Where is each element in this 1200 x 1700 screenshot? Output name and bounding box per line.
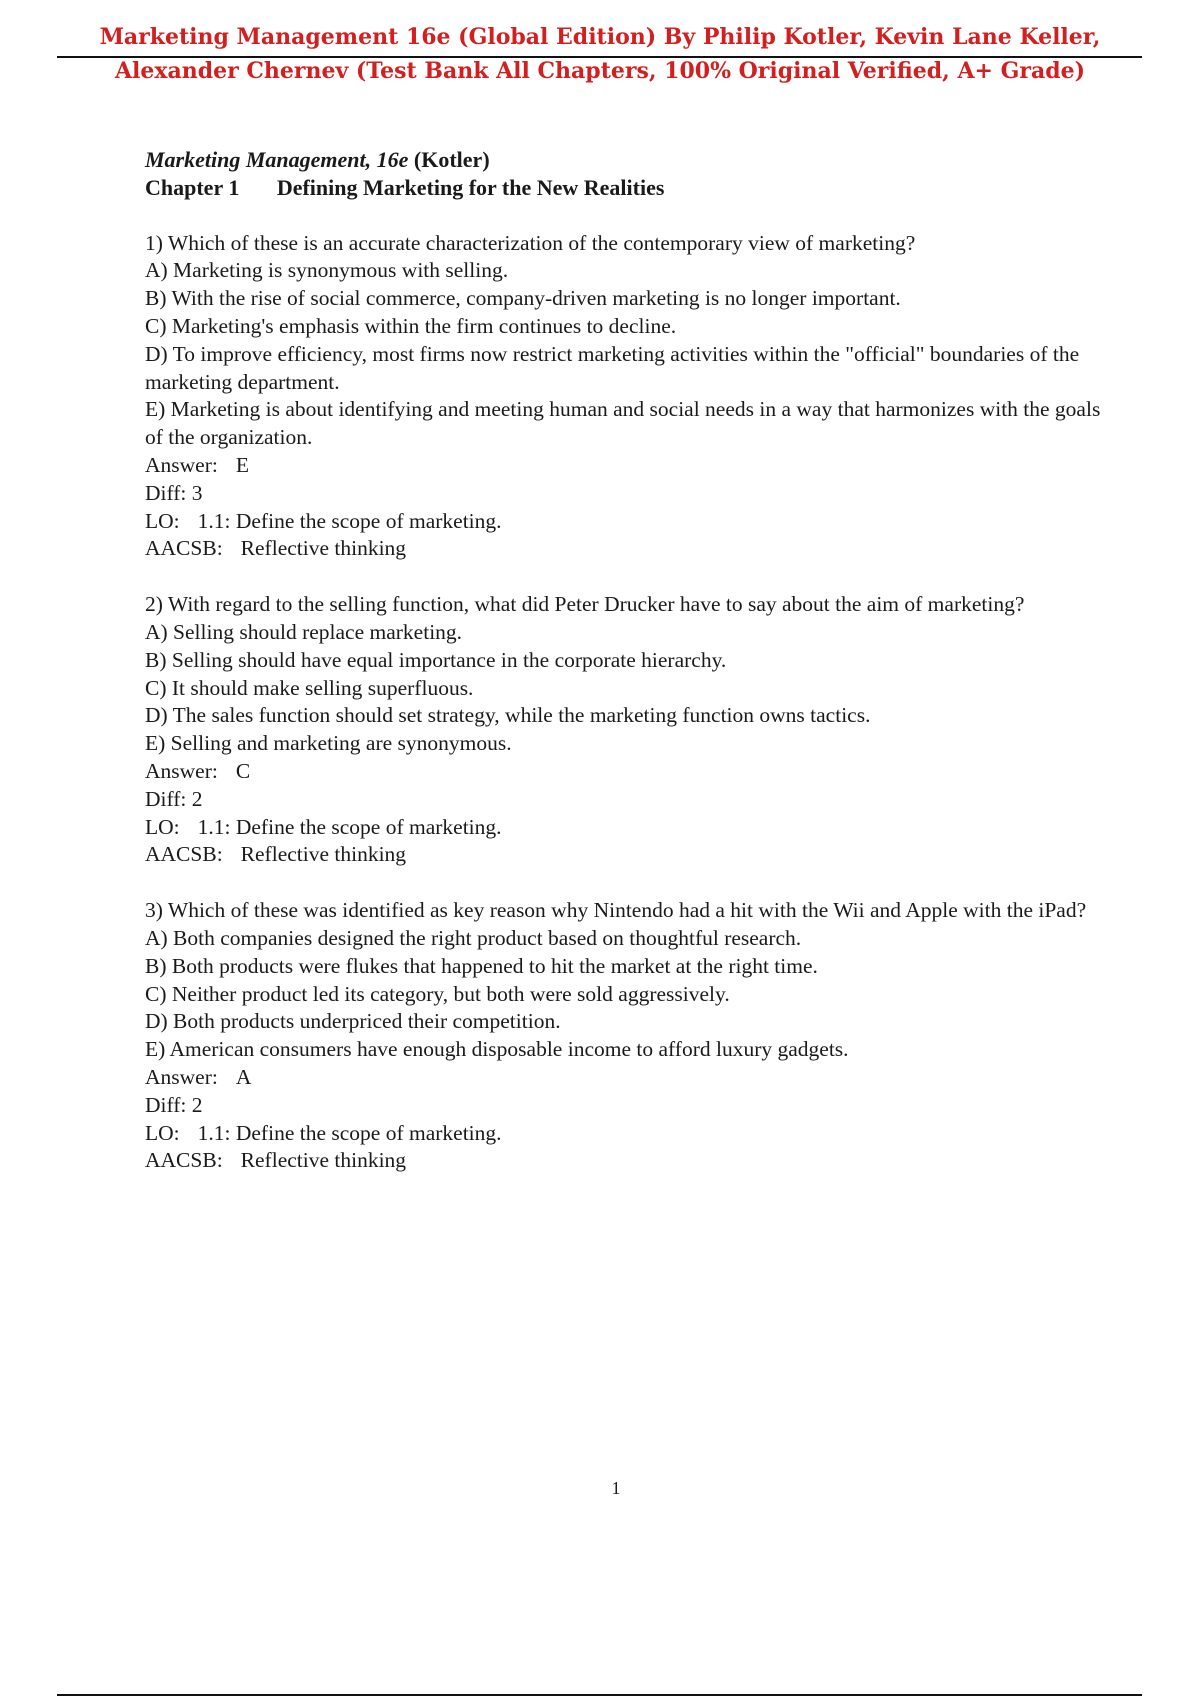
- question-item: [145, 230, 1105, 564]
- difficulty: Diff: 2: [145, 1092, 203, 1117]
- answer-option: A) Selling should replace marketing.: [145, 619, 463, 644]
- answer-option: E) American consumers have enough disposable income to afford luxury gadgets.: [145, 1037, 849, 1062]
- answer-option: A) Both companies designed the right product based on thoughtful research.: [145, 925, 802, 950]
- aacsb-value: Reflective thinking: [240, 1148, 407, 1173]
- answer-option: D) To improve efficiency, most firms now restrict marketing activities within the "official" boundaries of the marketing department.: [145, 341, 1080, 394]
- header-divider: [57, 56, 1142, 58]
- answer-label: Answer:: [145, 452, 218, 477]
- book-name: Marketing Management, 16e: [145, 147, 409, 172]
- lo-value: 1.1: Define the scope of marketing.: [197, 814, 502, 839]
- chapter-title: Defining Marketing for the New Realities: [276, 174, 665, 200]
- answer-value: A: [235, 1064, 252, 1089]
- lo-label: LO:: [145, 1120, 180, 1145]
- answer-option: B) Both products were flukes that happened to hit the market at the right time.: [145, 953, 818, 978]
- book-title: [145, 146, 1105, 174]
- learning-objective: [145, 1120, 1105, 1148]
- lo-value: 1.1: Define the scope of marketing.: [197, 508, 502, 533]
- lo-label: LO:: [145, 508, 180, 533]
- answer-key: [145, 452, 1105, 480]
- aacsb-label: AACSB:: [145, 536, 223, 561]
- answer-option: E) Marketing is about identifying and meeting human and social needs in a way that harmonizes with the goals of the organization.: [145, 397, 1101, 450]
- answer-key: [145, 1064, 1105, 1092]
- answer-value: E: [235, 452, 249, 477]
- answer-label: Answer:: [145, 758, 218, 783]
- aacsb-value: Reflective thinking: [240, 842, 407, 867]
- lo-value: 1.1: Define the scope of marketing.: [197, 1120, 502, 1145]
- aacsb-standard: [145, 535, 1105, 563]
- question-stem: 3) Which of these was identified as key reason why Nintendo had a hit with the Wii and Apple with the iPad?: [145, 898, 1087, 923]
- aacsb-standard: [145, 1147, 1105, 1175]
- aacsb-standard: [145, 841, 1105, 869]
- aacsb-label: AACSB:: [145, 1148, 223, 1173]
- document-header-title: Marketing Management 16e (Global Edition) By Philip Kotler, Kevin Lane Keller, Alexander Chernev (Test Bank All Chapters, 100% Original Verified, A+ Grade): [99, 24, 1101, 84]
- question-item: [145, 897, 1105, 1175]
- learning-objective: [145, 508, 1105, 536]
- answer-option: B) With the rise of social commerce, company-driven marketing is no longer important.: [145, 286, 901, 311]
- answer-key: [145, 758, 1105, 786]
- aacsb-value: Reflective thinking: [240, 536, 407, 561]
- answer-option: A) Marketing is synonymous with selling.: [145, 258, 509, 283]
- book-author: (Kotler): [413, 147, 490, 172]
- learning-objective: [145, 814, 1105, 842]
- answer-option: D) The sales function should set strategy, while the marketing function owns tactics.: [145, 703, 871, 728]
- answer-option: C) Marketing's emphasis within the firm continues to decline.: [145, 313, 677, 338]
- difficulty: Diff: 2: [145, 786, 203, 811]
- question-item: [145, 591, 1105, 869]
- answer-option: D) Both products underpriced their competition.: [145, 1009, 561, 1034]
- footer-divider: [57, 1694, 1142, 1696]
- answer-option: E) Selling and marketing are synonymous.: [145, 731, 512, 756]
- difficulty: Diff: 3: [145, 480, 203, 505]
- question-stem: 1) Which of these is an accurate characterization of the contemporary view of marketing?: [145, 230, 916, 255]
- answer-label: Answer:: [145, 1064, 218, 1089]
- aacsb-label: AACSB:: [145, 842, 223, 867]
- lo-label: LO:: [145, 814, 180, 839]
- chapter-heading: [145, 174, 1105, 202]
- answer-option: B) Selling should have equal importance in the corporate hierarchy.: [145, 647, 727, 672]
- answer-value: C: [235, 758, 251, 783]
- question-stem: 2) With regard to the selling function, what did Peter Drucker have to say about the aim of marketing?: [145, 592, 1025, 617]
- answer-option: C) It should make selling superfluous.: [145, 675, 474, 700]
- answer-option: C) Neither product led its category, but both were sold aggressively.: [145, 981, 730, 1006]
- document-body: [145, 146, 1105, 1175]
- page-number: 1: [611, 1478, 621, 1498]
- chapter-number: Chapter 1: [145, 174, 240, 200]
